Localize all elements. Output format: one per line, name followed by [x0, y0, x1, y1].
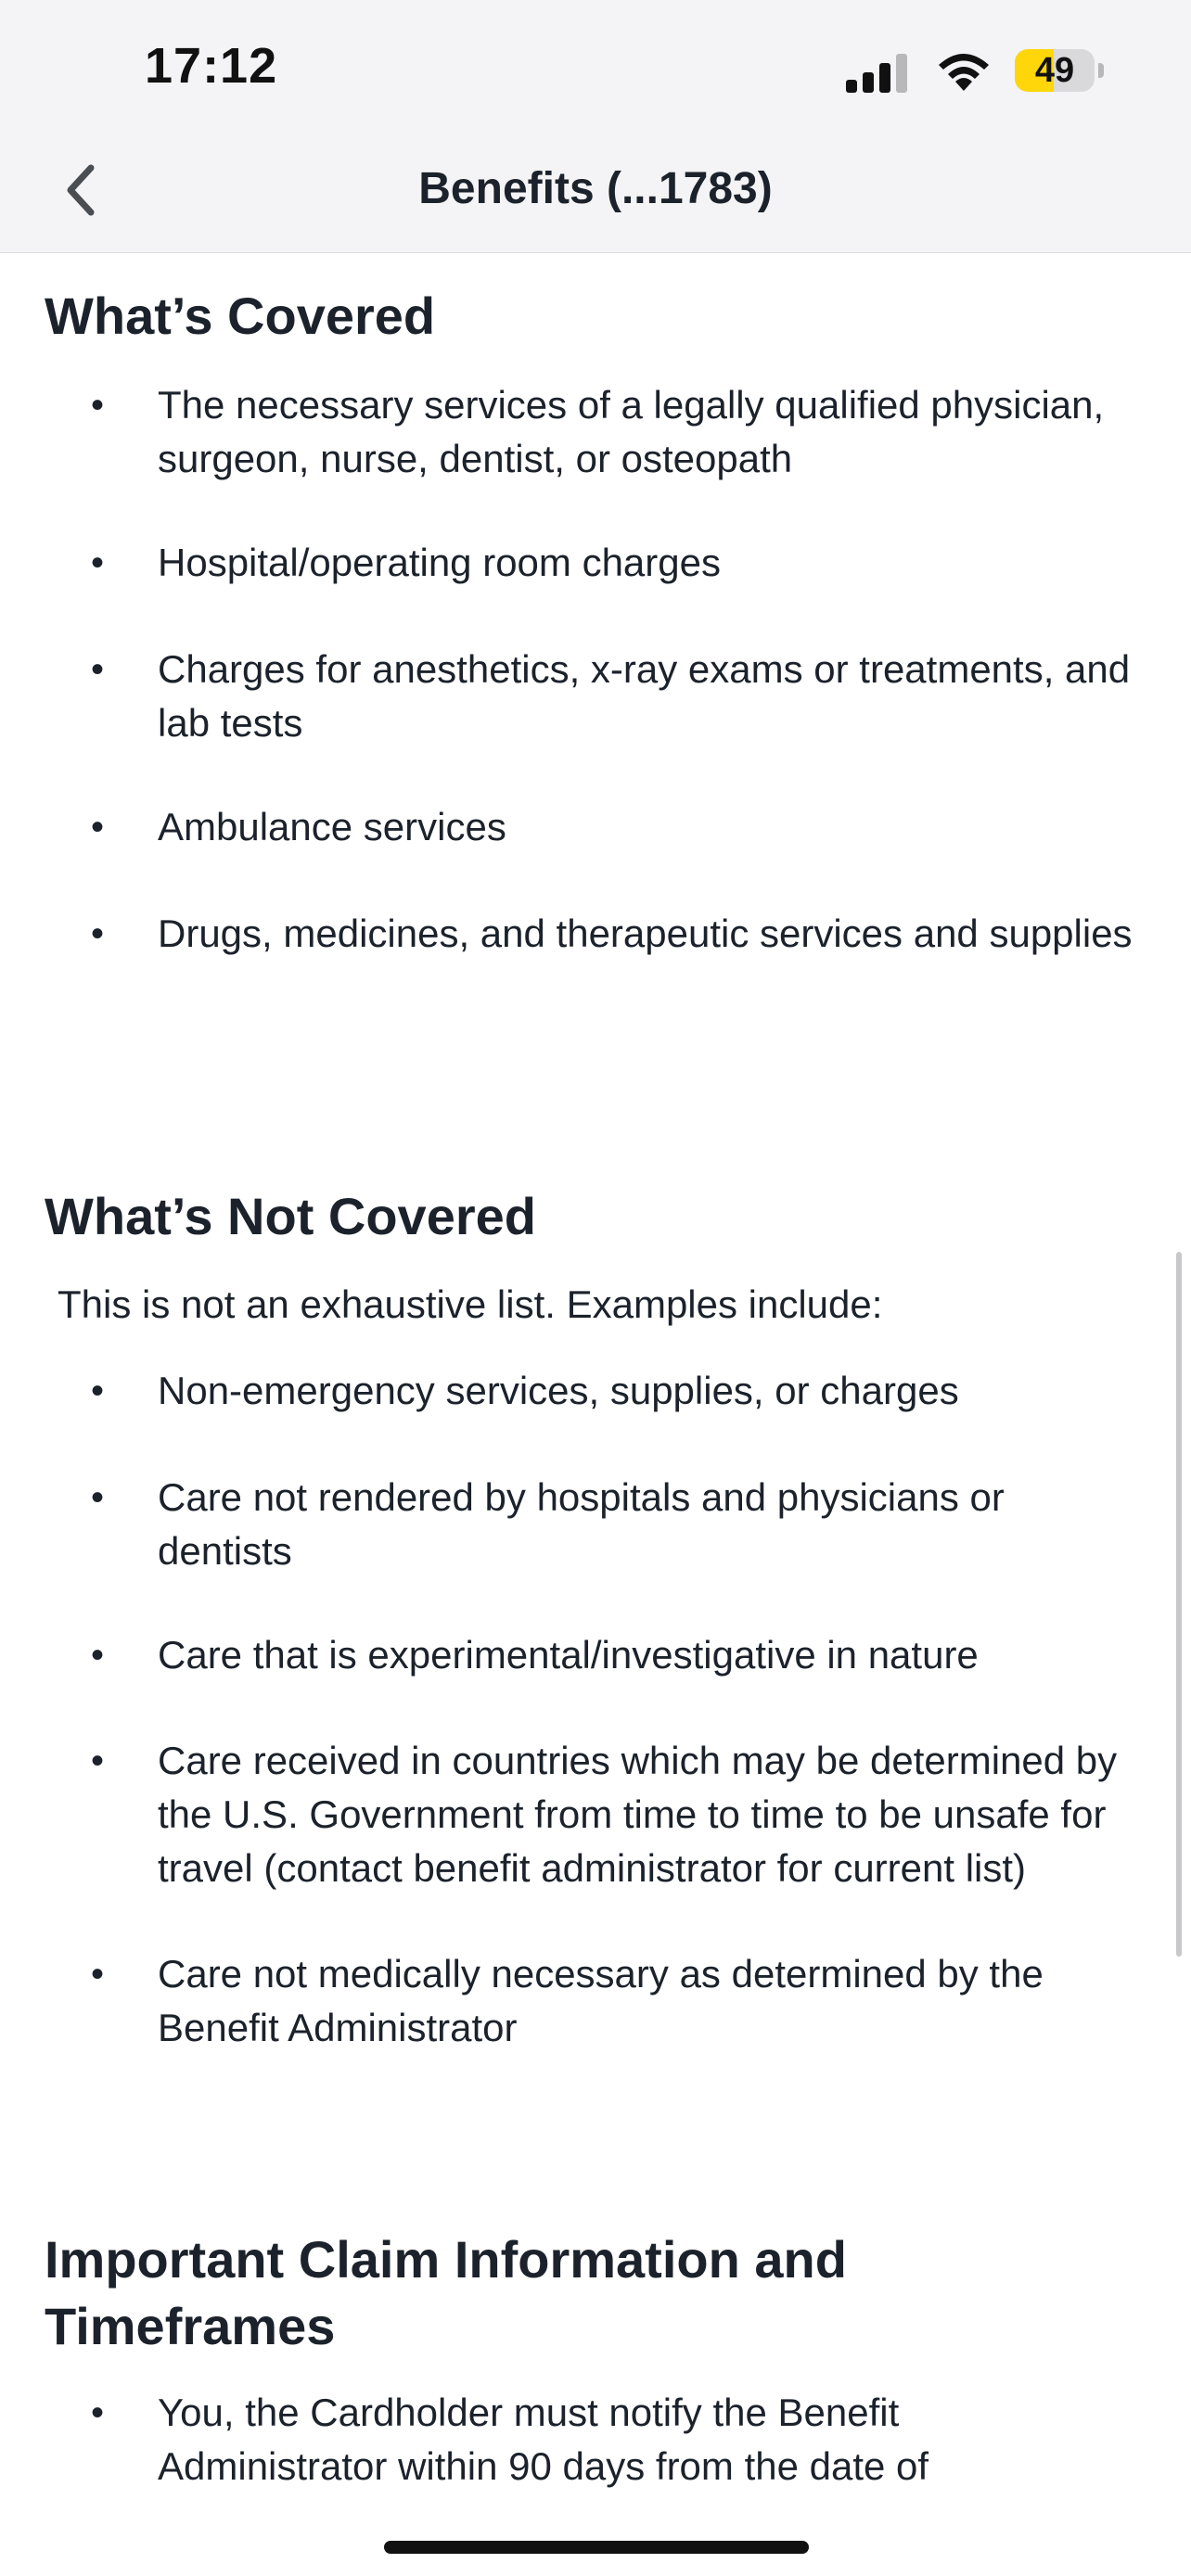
list-item: Care not medically necessary as determined by the Benefit Administrator: [158, 1952, 1044, 2049]
list-bullet: •: [91, 649, 105, 690]
scrollbar[interactable]: [1176, 1252, 1182, 1957]
list-item: You, the Cardholder must notify the Benefit Administrator within 90 days from the date of: [158, 2391, 929, 2488]
page-title: Benefits (...1783): [418, 164, 773, 213]
list-item: Care received in countries which may be determined by the U.S. Government from time to time to be unsafe for travel (contact benefit administrator for current list): [158, 1739, 1118, 1890]
list-item: Charges for anesthetics, x-ray exams or treatments, and lab tests: [158, 647, 1131, 745]
list-bullet: •: [91, 385, 105, 426]
list-bullet: •: [91, 2392, 105, 2433]
list-bullet: •: [91, 1954, 105, 1995]
list-item: Non-emergency services, supplies, or charges: [158, 1369, 959, 1412]
wifi-icon: [935, 48, 992, 93]
battery-icon: [1015, 49, 1104, 92]
list-item: Hospital/operating room charges: [158, 541, 721, 584]
home-indicator[interactable]: [384, 2541, 809, 2554]
list-item: The necessary services of a legally qualified physician, surgeon, nurse, dentist, or osteopath: [158, 383, 1105, 480]
list-bullet: •: [91, 1635, 105, 1676]
section-title-claim-info: Important Claim Information and Timeframes: [45, 2230, 847, 2355]
list-bullet: •: [91, 1477, 105, 1518]
battery-level: 49: [1034, 51, 1075, 90]
list-item: Care that is experimental/investigative in nature: [158, 1633, 979, 1677]
signal-icon: [846, 48, 913, 93]
list-item: Care not rendered by hospitals and physicians or dentists: [158, 1475, 1005, 1573]
section-intro: This is not an exhaustive list. Examples include:: [58, 1282, 883, 1326]
status-icons: [846, 43, 1104, 98]
list-bullet: •: [91, 807, 105, 848]
list-item: Ambulance services: [158, 805, 506, 848]
section-title-covered: What’s Covered: [45, 287, 436, 345]
section-title-not-covered: What’s Not Covered: [45, 1187, 536, 1245]
list-bullet: •: [91, 1741, 105, 1781]
list-bullet: •: [91, 913, 105, 954]
list-bullet: •: [91, 1371, 105, 1411]
top-bar: [0, 0, 1191, 253]
status-time: 17:12: [145, 38, 278, 94]
list-item: Drugs, medicines, and therapeutic services and supplies: [158, 912, 1133, 955]
list-bullet: •: [91, 542, 105, 583]
